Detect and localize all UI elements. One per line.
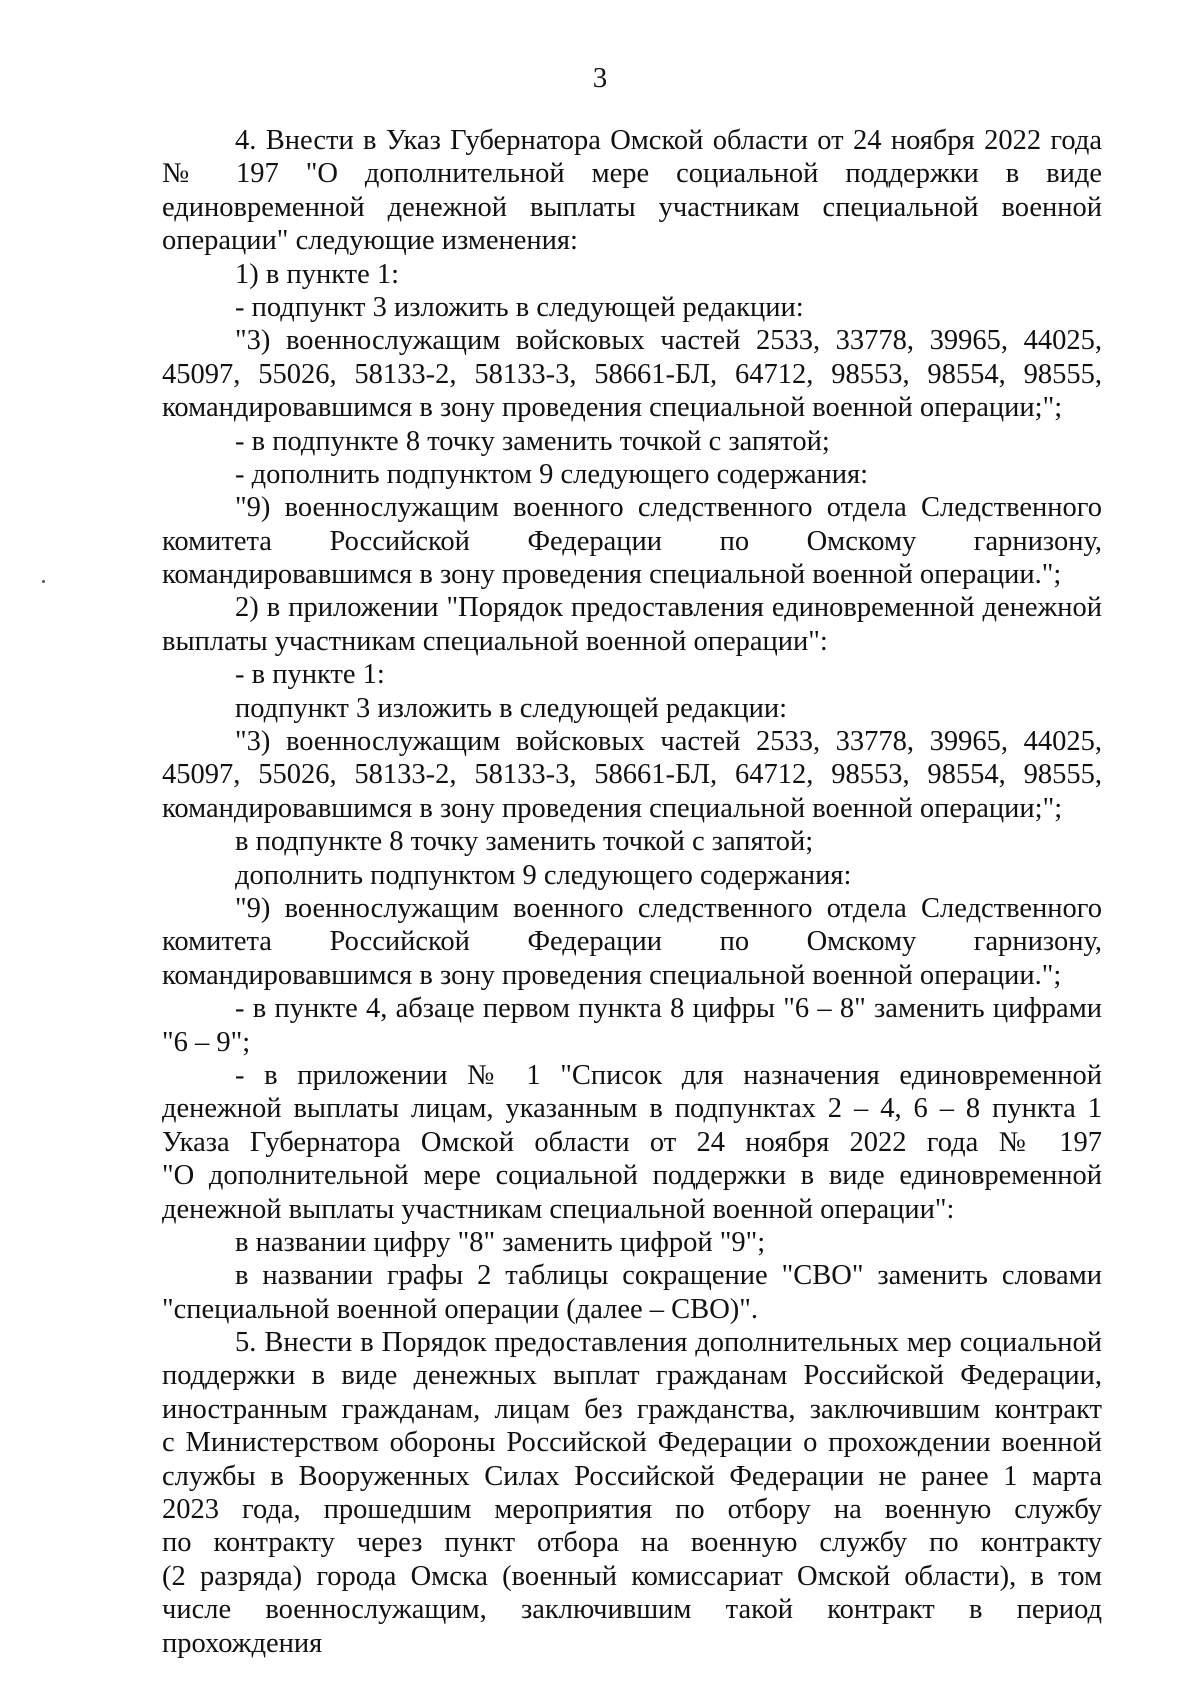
text-line: (2 разряда) города Омска (военный комиссариат Омской области), в том (162, 1560, 1102, 1592)
text-line: денежной выплаты участникам специальной военной операции": (162, 1193, 955, 1225)
text-line: поддержки в виде денежных выплат гражданам Российской Федерации, (162, 1360, 1102, 1392)
text-line: операции" следующие изменения: (162, 225, 578, 257)
text-line: в подпункте 8 точку заменить точкой с запятой; (235, 826, 814, 858)
text-line: в названии цифру "8" заменить цифрой "9"; (235, 1226, 766, 1258)
text-line: "специальной военной операции (далее – СВО)". (162, 1293, 759, 1325)
text-line: командировавшимся в зону проведения специальной военной операции."; (162, 559, 1062, 591)
text-line: единовременной денежной выплаты участникам специальной военной (162, 191, 1102, 223)
text-line: с Министерством обороны Российской Федерации о прохождении военной (162, 1427, 1102, 1459)
text-line: - в пункте 4, абзаце первом пункта 8 цифры "6 – 8" заменить цифрами (235, 993, 1102, 1025)
text-line: "6 – 9"; (162, 1026, 251, 1058)
text-line: № 197 "О дополнительной мере социальной поддержки в виде (162, 158, 1102, 190)
text-line: 4. Внести в Указ Губернатора Омской области от 24 ноября 2022 года (235, 125, 1102, 156)
text-line: - в подпункте 8 точку заменить точкой с запятой; (235, 425, 830, 457)
scan-speck (42, 580, 45, 583)
text-line: дополнить подпунктом 9 следующего содержания: (235, 859, 852, 891)
text-line: - подпункт 3 изложить в следующей редакции: (235, 291, 804, 323)
text-line: 2) в приложении "Порядок предоставления единовременной денежной (235, 592, 1102, 624)
text-line: комитета Российской Федерации по Омскому гарнизону, (162, 926, 1102, 958)
text-line: 45097, 55026, 58133-2, 58133-3, 58661-БЛ, 64712, 98553, 98554, 98555, (162, 759, 1102, 791)
text-line: по контракту через пункт отбора на военную службу по контракту (162, 1527, 1102, 1559)
text-line: 2023 года, прошедшим мероприятия по отбору на военную службу (162, 1494, 1102, 1526)
text-line: - в приложении № 1 "Список для назначения единовременной (235, 1059, 1102, 1091)
text-line: "3) военнослужащим войсковых частей 2533, 33778, 39965, 44025, (235, 325, 1102, 357)
text-line: выплаты участникам специальной военной операции": (162, 625, 828, 657)
text-line: подпункт 3 изложить в следующей редакции: (235, 692, 788, 724)
page-number: 3 (592, 62, 608, 94)
text-line: 45097, 55026, 58133-2, 58133-3, 58661-БЛ, 64712, 98553, 98554, 98555, (162, 358, 1102, 390)
text-line: "9) военнослужащим военного следственного отдела Следственного (235, 492, 1102, 524)
text-line: Указа Губернатора Омской области от 24 ноября 2022 года № 197 (162, 1126, 1102, 1158)
text-line: 1) в пункте 1: (235, 258, 400, 290)
text-line: комитета Российской Федерации по Омскому гарнизону, (162, 525, 1102, 557)
text-line: командировавшимся в зону проведения специальной военной операции;"; (162, 392, 1063, 424)
text-line: командировавшимся в зону проведения специальной военной операции;"; (162, 792, 1063, 824)
document-body (162, 124, 1102, 1659)
text-line: - в пункте 1: (235, 659, 385, 691)
text-line: числе военнослужащим, заключившим такой контракт в период прохождения (162, 1594, 1102, 1659)
text-line: в названии графы 2 таблицы сокращение "СВО" заменить словами (235, 1260, 1102, 1292)
text-line: "9) военнослужащим военного следственного отдела Следственного (235, 892, 1102, 924)
text-line: службы в Вооруженных Силах Российской Федерации не ранее 1 марта (162, 1460, 1102, 1492)
text-line: командировавшимся в зону проведения специальной военной операции."; (162, 959, 1062, 991)
text-line: "3) военнослужащим войсковых частей 2533, 33778, 39965, 44025, (235, 726, 1102, 758)
text-line: иностранным гражданам, лицам без гражданства, заключившим контракт (162, 1393, 1102, 1425)
text-line: 5. Внести в Порядок предоставления дополнительных мер социальной (235, 1327, 1102, 1359)
text-line: денежной выплаты лицам, указанным в подпунктах 2 – 4, 6 – 8 пункта 1 (162, 1093, 1102, 1125)
text-line: - дополнить подпунктом 9 следующего содержания: (235, 458, 869, 490)
text-line: "О дополнительной мере социальной поддержки в виде единовременной (162, 1160, 1102, 1192)
